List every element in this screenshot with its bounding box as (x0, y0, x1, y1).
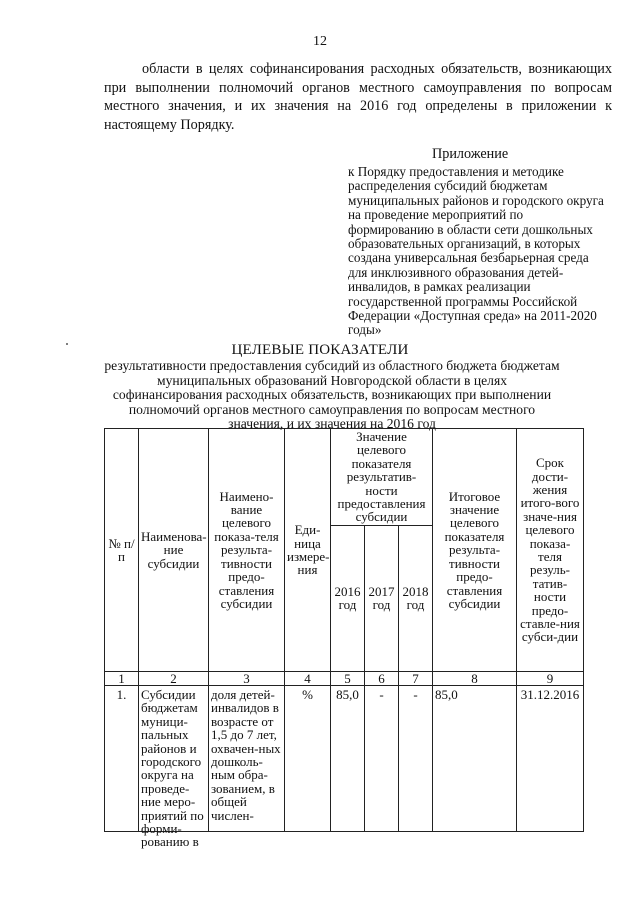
document-subheading: результативности предоставления субсидий из областного бюджета бюджетам муниципальных образований Новгородской области в целях софинансирования расходных обязательств, возникающих при выполнении полномочий органов местного самоуправления по вопросам местного значения, и их значения на 2016 год (104, 358, 560, 432)
header-value-group: Значение целевого показателя результатив-ности предоставления субсидии (331, 429, 433, 526)
column-number: 3 (209, 672, 285, 686)
row-unit: % (285, 686, 331, 832)
page-number: 12 (313, 34, 327, 49)
header-deadline: Срок дости-жения итого-вого значе-ния целевого показа-теля резуль-татив-ности предо-ставле-ния субси-дии (517, 429, 584, 672)
row-subsidy-name (139, 686, 209, 850)
column-number: 5 (331, 672, 365, 686)
document-heading: ЦЕЛЕВЫЕ ПОКАЗАТЕЛИ (231, 342, 409, 358)
column-number: 2 (139, 672, 209, 686)
row-deadline: 31.12.2016 (517, 686, 584, 832)
row-year-2016: 85,0 (331, 686, 365, 832)
header-year-2018: 2018 год (399, 525, 433, 671)
column-number: 1 (105, 672, 139, 686)
row-indicator-name-text: доля детей-инвалидов в возрасте от 1,5 до 7 лет, охвачен-ных дошколь-ным обра-зованием, в общей числен- (211, 687, 281, 823)
header-num: № п/п (105, 429, 139, 672)
header-year-2017: 2017 год (365, 525, 399, 671)
row-num: 1. (105, 686, 139, 832)
column-number: 7 (399, 672, 433, 686)
header-final-value: Итоговое значение целевого показателя результа-тивности предо-ставления субсидии (433, 429, 517, 672)
header-unit: Еди-ница измере-ния (285, 429, 331, 672)
intro-paragraph: области в целях софинансирования расходных обязательств, возникающих при выполнении полномочий органов местного самоуправления по вопросам местного значения, и их значения на 2016 год определены в приложении к настоящему Порядку. (104, 61, 612, 133)
header-indicator-name: Наимено-вание целевого показа-теля результа-тивности предо-ставления субсидии (209, 429, 285, 672)
row-final-value: 85,0 (433, 686, 517, 832)
column-number: 8 (433, 672, 517, 686)
row-subsidy-name-text: Субсидии бюджетам муници-пальных районов и городского округа на проведе-ние меро-приятий по форми-рованию в (141, 687, 204, 850)
appendix-title: Приложение (432, 146, 509, 162)
appendix-text: к Порядку предоставления и методике распределения субсидий бюджетам муниципальных районов и городского округа на проведение мероприятий по формированию в области сети дошкольных образовательных организаций, в которых создана универсальная безбарьерная среда для инклюзивного образования детей-инвалидов, в рамках реализации государственной программы Российской Федерации «Доступная среда» на 2011-2020 годы» (348, 164, 604, 338)
column-number: 9 (517, 672, 584, 686)
header-year-2016: 2016 год (331, 525, 365, 671)
targets-table (104, 428, 584, 850)
row-year-2018: - (399, 686, 433, 832)
row-indicator-name (209, 686, 285, 832)
row-year-2017: - (365, 686, 399, 832)
column-number: 6 (365, 672, 399, 686)
column-number: 4 (285, 672, 331, 686)
table-row (105, 686, 584, 832)
header-subsidy-name: Наименова-ние субсидии (139, 429, 209, 672)
column-number-row (105, 672, 584, 686)
